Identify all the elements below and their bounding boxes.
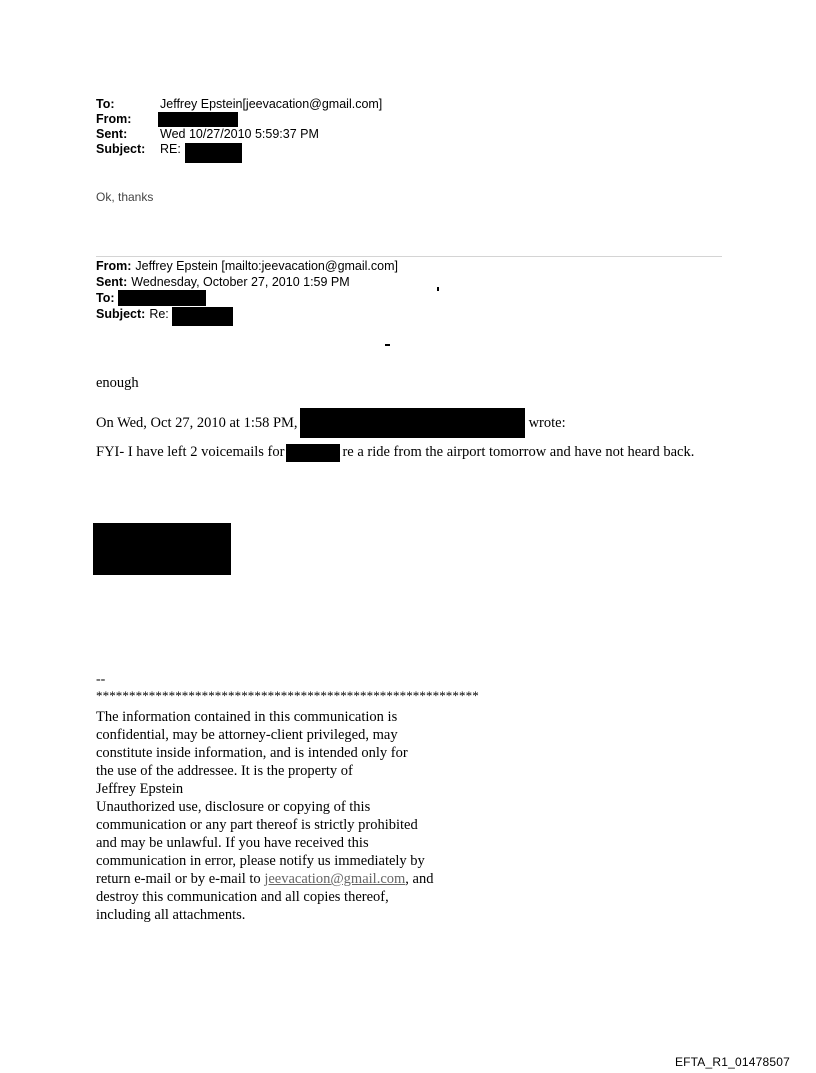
quoted-header — [96, 258, 398, 322]
header-subject-row — [96, 142, 382, 157]
quoted-sent-label: Sent: — [96, 275, 128, 289]
disclaimer-line: confidential, may be attorney-client privileged, may — [96, 727, 398, 743]
to-label: To: — [96, 97, 115, 111]
from-label: From: — [96, 112, 132, 126]
signature-separator: -- — [96, 672, 106, 687]
message-prefix: FYI- I have left 2 voicemails for — [96, 444, 285, 460]
sent-value: Wed 10/27/2010 5:59:37 PM — [160, 127, 319, 141]
header-from-row — [96, 112, 382, 127]
quoted-subject-row — [96, 306, 398, 322]
redaction-block — [93, 523, 231, 575]
quote-divider — [96, 256, 722, 257]
disclaimer-line: Jeffrey Epstein — [96, 781, 184, 797]
disclaimer-line-email — [96, 870, 516, 888]
reply-text: Ok, thanks — [96, 190, 154, 204]
redaction-block — [158, 112, 238, 127]
email-header — [96, 97, 382, 157]
to-value: Jeffrey Epstein[jeevacation@gmail.com] — [160, 97, 383, 111]
quoted-attribution — [96, 408, 566, 438]
quoted-message — [96, 443, 736, 462]
disclaimer-return-prefix: return e-mail or by e-mail to — [96, 871, 261, 887]
redaction-block — [300, 408, 525, 438]
subject-label: Subject: — [96, 142, 146, 156]
quoted-from-row — [96, 258, 398, 274]
disclaimer-line: Unauthorized use, disclosure or copying of this — [96, 799, 371, 815]
disclaimer — [96, 708, 516, 924]
disclaimer-line: communication or any part thereof is strictly prohibited — [96, 817, 418, 833]
attribution-prefix: On Wed, Oct 27, 2010 at 1:58 PM, — [96, 414, 298, 431]
header-to-row — [96, 97, 382, 112]
quoted-body-line: enough — [96, 375, 139, 391]
redaction-block — [118, 290, 206, 306]
redaction-block — [185, 143, 242, 163]
header-sent-row — [96, 127, 382, 142]
quoted-sent-value: Wednesday, October 27, 2010 1:59 PM — [131, 275, 350, 289]
disclaimer-line: destroy this communication and all copies thereof, — [96, 889, 389, 905]
redaction-block — [286, 444, 340, 462]
document-id: EFTA_R1_01478507 — [674, 1055, 790, 1069]
quoted-from-value: Jeffrey Epstein [mailto:jeevacation@gmail.com] — [135, 259, 398, 273]
redaction-block — [172, 307, 233, 326]
scan-mark — [385, 344, 390, 346]
scan-mark — [437, 287, 439, 291]
disclaimer-line: The information contained in this communication is — [96, 709, 398, 725]
quoted-subject-value: Re: — [149, 307, 169, 321]
email-link[interactable]: jeevacation@gmail.com — [264, 871, 406, 887]
sent-label: Sent: — [96, 127, 128, 141]
disclaimer-line: constitute inside information, and is intended only for — [96, 745, 408, 761]
disclaimer-line: communication in error, please notify us immediately by — [96, 853, 425, 869]
quoted-sent-row — [96, 274, 398, 290]
disclaimer-line: and may be unlawful. If you have received this — [96, 835, 369, 851]
quoted-to-label: To: — [96, 291, 115, 305]
attribution-suffix: wrote: — [528, 414, 566, 431]
quoted-subject-label: Subject: — [96, 307, 146, 321]
subject-value: RE: — [160, 142, 181, 156]
quoted-to-row — [96, 290, 398, 306]
disclaimer-line: the use of the addressee. It is the property of — [96, 763, 353, 779]
disclaimer-line: including all attachments. — [96, 907, 246, 923]
quoted-from-label: From: — [96, 259, 132, 273]
disclaimer-return-suffix: , and — [405, 871, 434, 887]
signature-stars: ********************************************************** — [96, 688, 479, 703]
message-suffix: re a ride from the airport tomorrow and have not heard back. — [342, 444, 695, 460]
